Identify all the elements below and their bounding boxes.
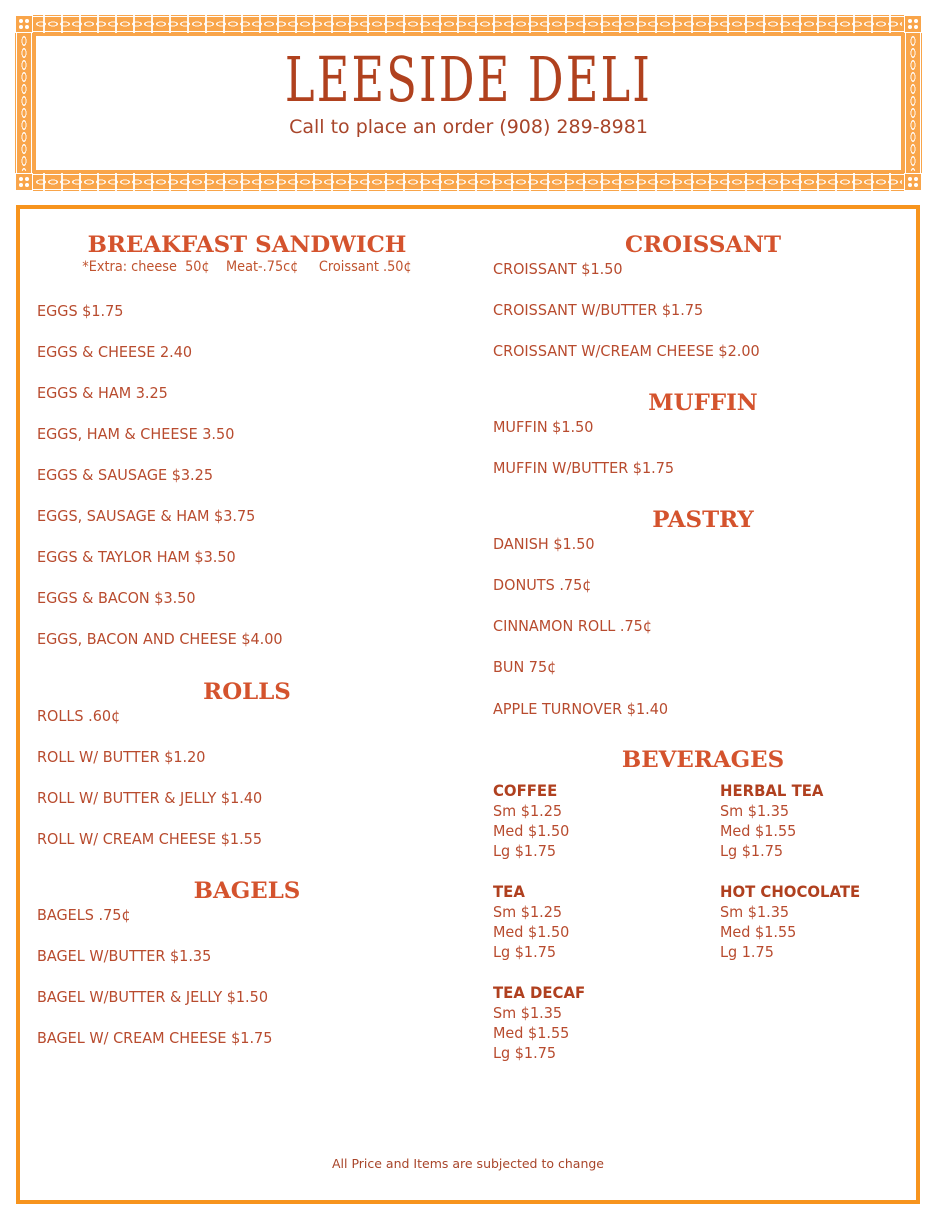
beverage-price: Lg $1.75 <box>493 1044 557 1062</box>
section-title-pastry: PASTRY <box>652 507 754 533</box>
beverage-price: Med $1.55 <box>720 822 797 840</box>
beverage-price: Sm $1.25 <box>493 802 563 820</box>
beverage-price: Sm $1.25 <box>493 903 563 921</box>
section-title-croissant: CROISSANT <box>624 232 782 258</box>
beverage-name: COFFEE <box>493 781 558 800</box>
menu-item: DONUTS .75¢ <box>493 576 592 594</box>
corner-ornament-icon <box>15 15 33 33</box>
menu-item: EGGS, BACON AND CHEESE $4.00 <box>37 630 283 648</box>
menu-item: CROISSANT $1.50 <box>493 260 623 278</box>
section-title-beverages: BEVERAGES <box>621 747 785 773</box>
menu-item: EGGS & SAUSAGE $3.25 <box>37 466 213 484</box>
menu-item: DANISH $1.50 <box>493 535 595 553</box>
order-phone-line: Call to place an order (908) 289-8981 <box>289 116 648 138</box>
header-frame <box>15 15 922 191</box>
menu-item: CROISSANT W/CREAM CHEESE $2.00 <box>493 342 760 360</box>
beverage-tea <box>493 882 575 962</box>
beverage-price: Med $1.55 <box>493 1024 570 1042</box>
menu-item: CROISSANT W/BUTTER $1.75 <box>493 301 704 319</box>
beverage-price: Med $1.55 <box>720 923 797 941</box>
corner-ornament-icon <box>904 173 922 191</box>
section-title-muffin: MUFFIN <box>648 390 758 416</box>
menu-box <box>16 205 920 1204</box>
corner-ornament-icon <box>15 173 33 191</box>
section-title-rolls: ROLLS <box>203 679 291 705</box>
beverage-price: Lg $1.75 <box>493 842 557 860</box>
menu-item: EGGS & HAM 3.25 <box>37 384 168 402</box>
beverage-price: Lg 1.75 <box>720 943 774 961</box>
breakfast-extras-note: *Extra: cheese 50¢ Meat-.75c¢ Croissant .50¢ <box>82 259 412 275</box>
menu-item: BAGELS .75¢ <box>37 906 131 924</box>
menu-item: ROLL W/ BUTTER & JELLY $1.40 <box>37 789 263 807</box>
menu-item: BAGEL W/ CREAM CHEESE $1.75 <box>37 1029 273 1047</box>
menu-item: ROLL W/ BUTTER $1.20 <box>37 748 206 766</box>
beverage-price: Sm $1.35 <box>720 903 790 921</box>
menu-item: EGGS, SAUSAGE & HAM $3.75 <box>37 507 256 525</box>
menu-item: EGGS & TAYLOR HAM $3.50 <box>37 548 236 566</box>
menu-item: EGGS & BACON $3.50 <box>37 589 196 607</box>
menu-item: EGGS, HAM & CHEESE 3.50 <box>37 425 235 443</box>
rope-border-top <box>33 15 904 33</box>
menu-item: ROLLS .60¢ <box>37 707 121 725</box>
section-title-bagels: BAGELS <box>193 878 301 904</box>
menu-item: MUFFIN $1.50 <box>493 418 594 436</box>
rope-border-bottom <box>33 173 904 191</box>
beverage-name: HERBAL TEA <box>720 781 824 800</box>
beverage-coffee <box>493 781 575 861</box>
beverage-name: TEA DECAF <box>493 983 586 1002</box>
menu-item: BAGEL W/BUTTER & JELLY $1.50 <box>37 988 268 1006</box>
rope-border-right <box>904 33 922 173</box>
beverage-price: Lg $1.75 <box>720 842 784 860</box>
menu-item: ROLL W/ CREAM CHEESE $1.55 <box>37 830 263 848</box>
beverage-name: TEA <box>493 882 525 901</box>
beverage-hot-chocolate <box>720 882 871 962</box>
menu-item: BUN 75¢ <box>493 658 557 676</box>
menu-item: BAGEL W/BUTTER $1.35 <box>37 947 212 965</box>
menu-item: EGGS $1.75 <box>37 302 124 320</box>
menu-item: MUFFIN W/BUTTER $1.75 <box>493 459 675 477</box>
corner-ornament-icon <box>904 15 922 33</box>
deli-title: LEESIDE DELI <box>284 43 653 116</box>
beverage-price: Sm $1.35 <box>720 802 790 820</box>
rope-border-left <box>15 33 33 173</box>
beverage-price: Sm $1.35 <box>493 1004 563 1022</box>
beverage-price: Med $1.50 <box>493 822 570 840</box>
menu-item: EGGS & CHEESE 2.40 <box>37 343 193 361</box>
beverage-name: HOT CHOCOLATE <box>720 882 861 901</box>
price-disclaimer: All Price and Items are subjected to change <box>332 1156 604 1171</box>
section-title-breakfast-sandwich: BREAKFAST SANDWICH <box>87 232 407 258</box>
menu-item: CINNAMON ROLL .75¢ <box>493 617 653 635</box>
beverage-price: Lg $1.75 <box>493 943 557 961</box>
beverage-price: Med $1.50 <box>493 923 570 941</box>
beverage-herbal-tea <box>720 781 831 861</box>
menu-item: APPLE TURNOVER $1.40 <box>493 700 669 718</box>
beverage-tea-decaf <box>493 983 592 1063</box>
